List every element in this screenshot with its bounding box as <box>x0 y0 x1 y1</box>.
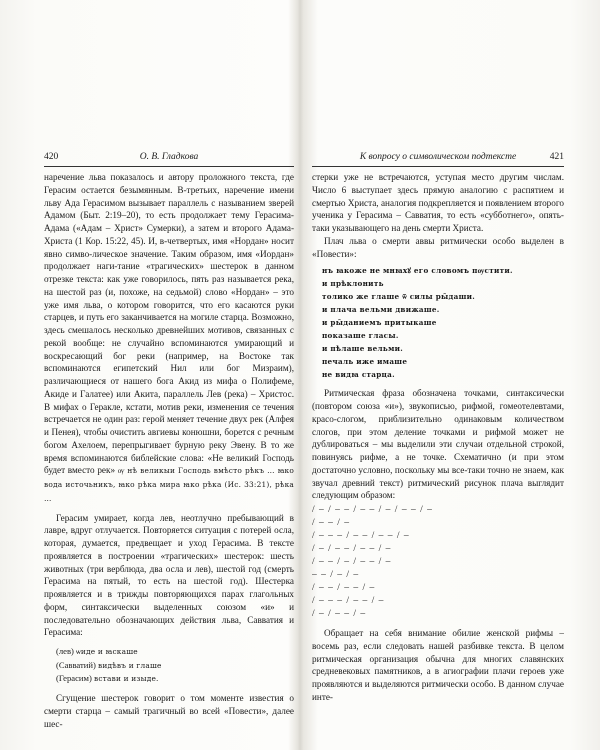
scheme-line: / – / – – / – – / – <box>312 544 392 554</box>
left-page-number: 420 <box>44 152 59 162</box>
left-paragraph-1 <box>44 171 294 506</box>
block-line-gerasim: (Герасим) встави и изыде. <box>56 673 159 684</box>
poem-line: нъ ꙗкоже не мнꙗхꙋ его словомъ пѹстити. <box>322 266 513 276</box>
scheme-line: / – / – – / – – / – / – – / – <box>312 505 433 515</box>
left-body <box>44 171 294 730</box>
left-slavonic-inline: ѹ нѣ великыи Господь вмѣсто рѣкъ … ꙗко вода источьникъ, ꙗко рѣка мира ꙗко рѣка (Ис. 33:21), рѣка … <box>44 466 294 503</box>
scheme-line: / – – – / – – / – – / – <box>312 531 410 541</box>
right-body <box>312 171 564 704</box>
poem-line: и прѣклонить <box>322 279 384 289</box>
poem-line: печаль иже имаше <box>322 357 408 367</box>
poem-line: толико же глаше ѿ силы ры̑даши. <box>322 292 476 302</box>
left-running-title: О. В. Гладкова <box>139 152 199 162</box>
right-lead-paragraph: Плач льва о смерти аввы ритмически особо выделен в «Повести»: <box>312 235 564 259</box>
right-paragraph-rhyme: Обращает на себя внимание обилие женской рифмы – восемь раз, если следовать нашей разбивке текста. В целом ритмическая организация обычна для многих славянских средневековых памятников, а в агиографии плачи героев уже проявляются и выделяются ритмически особо. В данном случае инте- <box>312 628 564 702</box>
scheme-line: / – – – / – – / – <box>312 596 385 606</box>
poem-line: и ры̑даниемъ притыкаше <box>322 318 437 328</box>
left-paragraph-3: Сгущение шестерок говорит о том моменте известия о смерти старца – самый трагичный во всей «Повести», далее шес- <box>44 693 294 729</box>
left-paragraph-1-text: наречение льва показалось и автору проложного текста, где Герасим остается безымянным. В-третьих, наречение имени льву Ада Герасимом вызывает параллель с называнием зверей Адамом (Быт. 2:19–20), то есть продолжает тему Герасима-Адама («Адам – Христ» Сумерки), а затем и второго Адама-Христа (1 Кор. 15:22, 45). И, в-четвертых, имя «Нордан» носит явно симво-лическое значение. Таким образом, имя «Иордан» продолжает наги-тание «трагических» шестерок в данном отрезке текста: как уже говорилось, пять раз называется река, на шестой раз (и, похоже, на седьмой) слово «Нордан» – это уже имя льва, о котором говорится, что его касаются руки старцев, и путь его заканчивается на могиле старца. Возможно, здесь смешалось несколько древнейших мотивов, связанных с рекой вообще: не случайно вспоминаются умирающий и воскресающий бог реки (например, на Востоке так вспоминаются египетский Нил или бог Мизраим), различающиеся от нашего бога Акид из мифа о Полифеме, Акиде и Галатее) или Акита, параллель Лев (река) – Христос. В мифах о Геракле, кстати, мотив реки, изменения се течения встречается не один раз: герой меняет течение двух рек (Алфея и Пенея), чтобы очистить авгиевы конюшни, борется с речным богом Ахелоем, перепрыгивает бурную реку Эвену. В то же время вспоминаются библейские слова: «Не великий Господь будет вместо рек» <box>44 172 294 476</box>
right-page <box>312 150 564 704</box>
scheme-line: – – / – / – <box>312 570 360 580</box>
right-page-number: 421 <box>549 152 564 162</box>
rhythm-scheme <box>312 504 564 621</box>
scheme-line: / – – / – <box>312 518 351 528</box>
right-page-header <box>312 150 564 166</box>
right-intro-paragraph: стерки уже не встречаются, уступая место другим числам. Число 6 выступает здесь прямую аналогию с распятием и смертью Христа, аналогия подкрепляется и появлением второго ученика у Герасима – Савватия, то есть «субботнего», опять-таки указывающего на день смерти Христа. <box>312 172 564 233</box>
poem-line: и плача вельми движаше. <box>322 305 440 315</box>
left-header-rule <box>44 166 294 167</box>
poem-line: показаше гласы. <box>322 331 399 341</box>
left-page-header <box>44 150 294 166</box>
right-header-rule <box>312 166 564 167</box>
left-page <box>44 150 294 730</box>
scheme-line: / – – / – – / – <box>312 583 376 593</box>
scheme-line: / – / – – / – <box>312 609 367 619</box>
poem-line: и пѣлаше вельми. <box>322 344 404 354</box>
right-running-title: К вопросу о символическом подтексте <box>359 152 517 162</box>
lament-poem <box>322 264 564 381</box>
right-paragraph-rhythm: Ритмическая фраза обозначена точками, синтаксически (повтором союза «и»), звукописью, рифмой, гомеотелевтами, красо-слогом, приблизительно одинаковым количеством слогов, при этом деление точками и рифмой может не дублироваться – мы выделили эти случаи отдельной строкой, повинуясь рифме, а не точке. Схематично (и при этом достаточно условно, поскольку мы все-таки точно не знаем, как звучал древний текст) ритмический рисунок плача выглядит следующим образом: <box>312 388 564 501</box>
scheme-line: / – – / – / – – / – <box>312 557 392 567</box>
block-line-lion: (лев) ѡиде и ꙗскаше <box>56 646 138 656</box>
left-paragraph-2: Герасим умирает, когда лев, неотлучно пребывающий в лавре, вдруг отлучается. Повторяется ситуация с потерей осла, которая, думается, предвещает и уход Герасима. В тексте проявляется в построении «трагических» шестерок: шесть животных (три верблюда, два осла и лев), шестой год (смерть Герасима на пятый, то есть на шестой год). Шестерка проявляется и в трижды повторяющихся парах глагольных форм, синтаксически выделенных союзом «и» и последовательно обозначающих действия льва, Савватия и Герасима: <box>44 512 294 638</box>
block-line-savvatiy: (Савватий) видѣвъ и глаше <box>56 659 162 670</box>
poem-line: не видꙗ старца. <box>322 370 395 380</box>
left-slavonic-block <box>56 645 294 686</box>
